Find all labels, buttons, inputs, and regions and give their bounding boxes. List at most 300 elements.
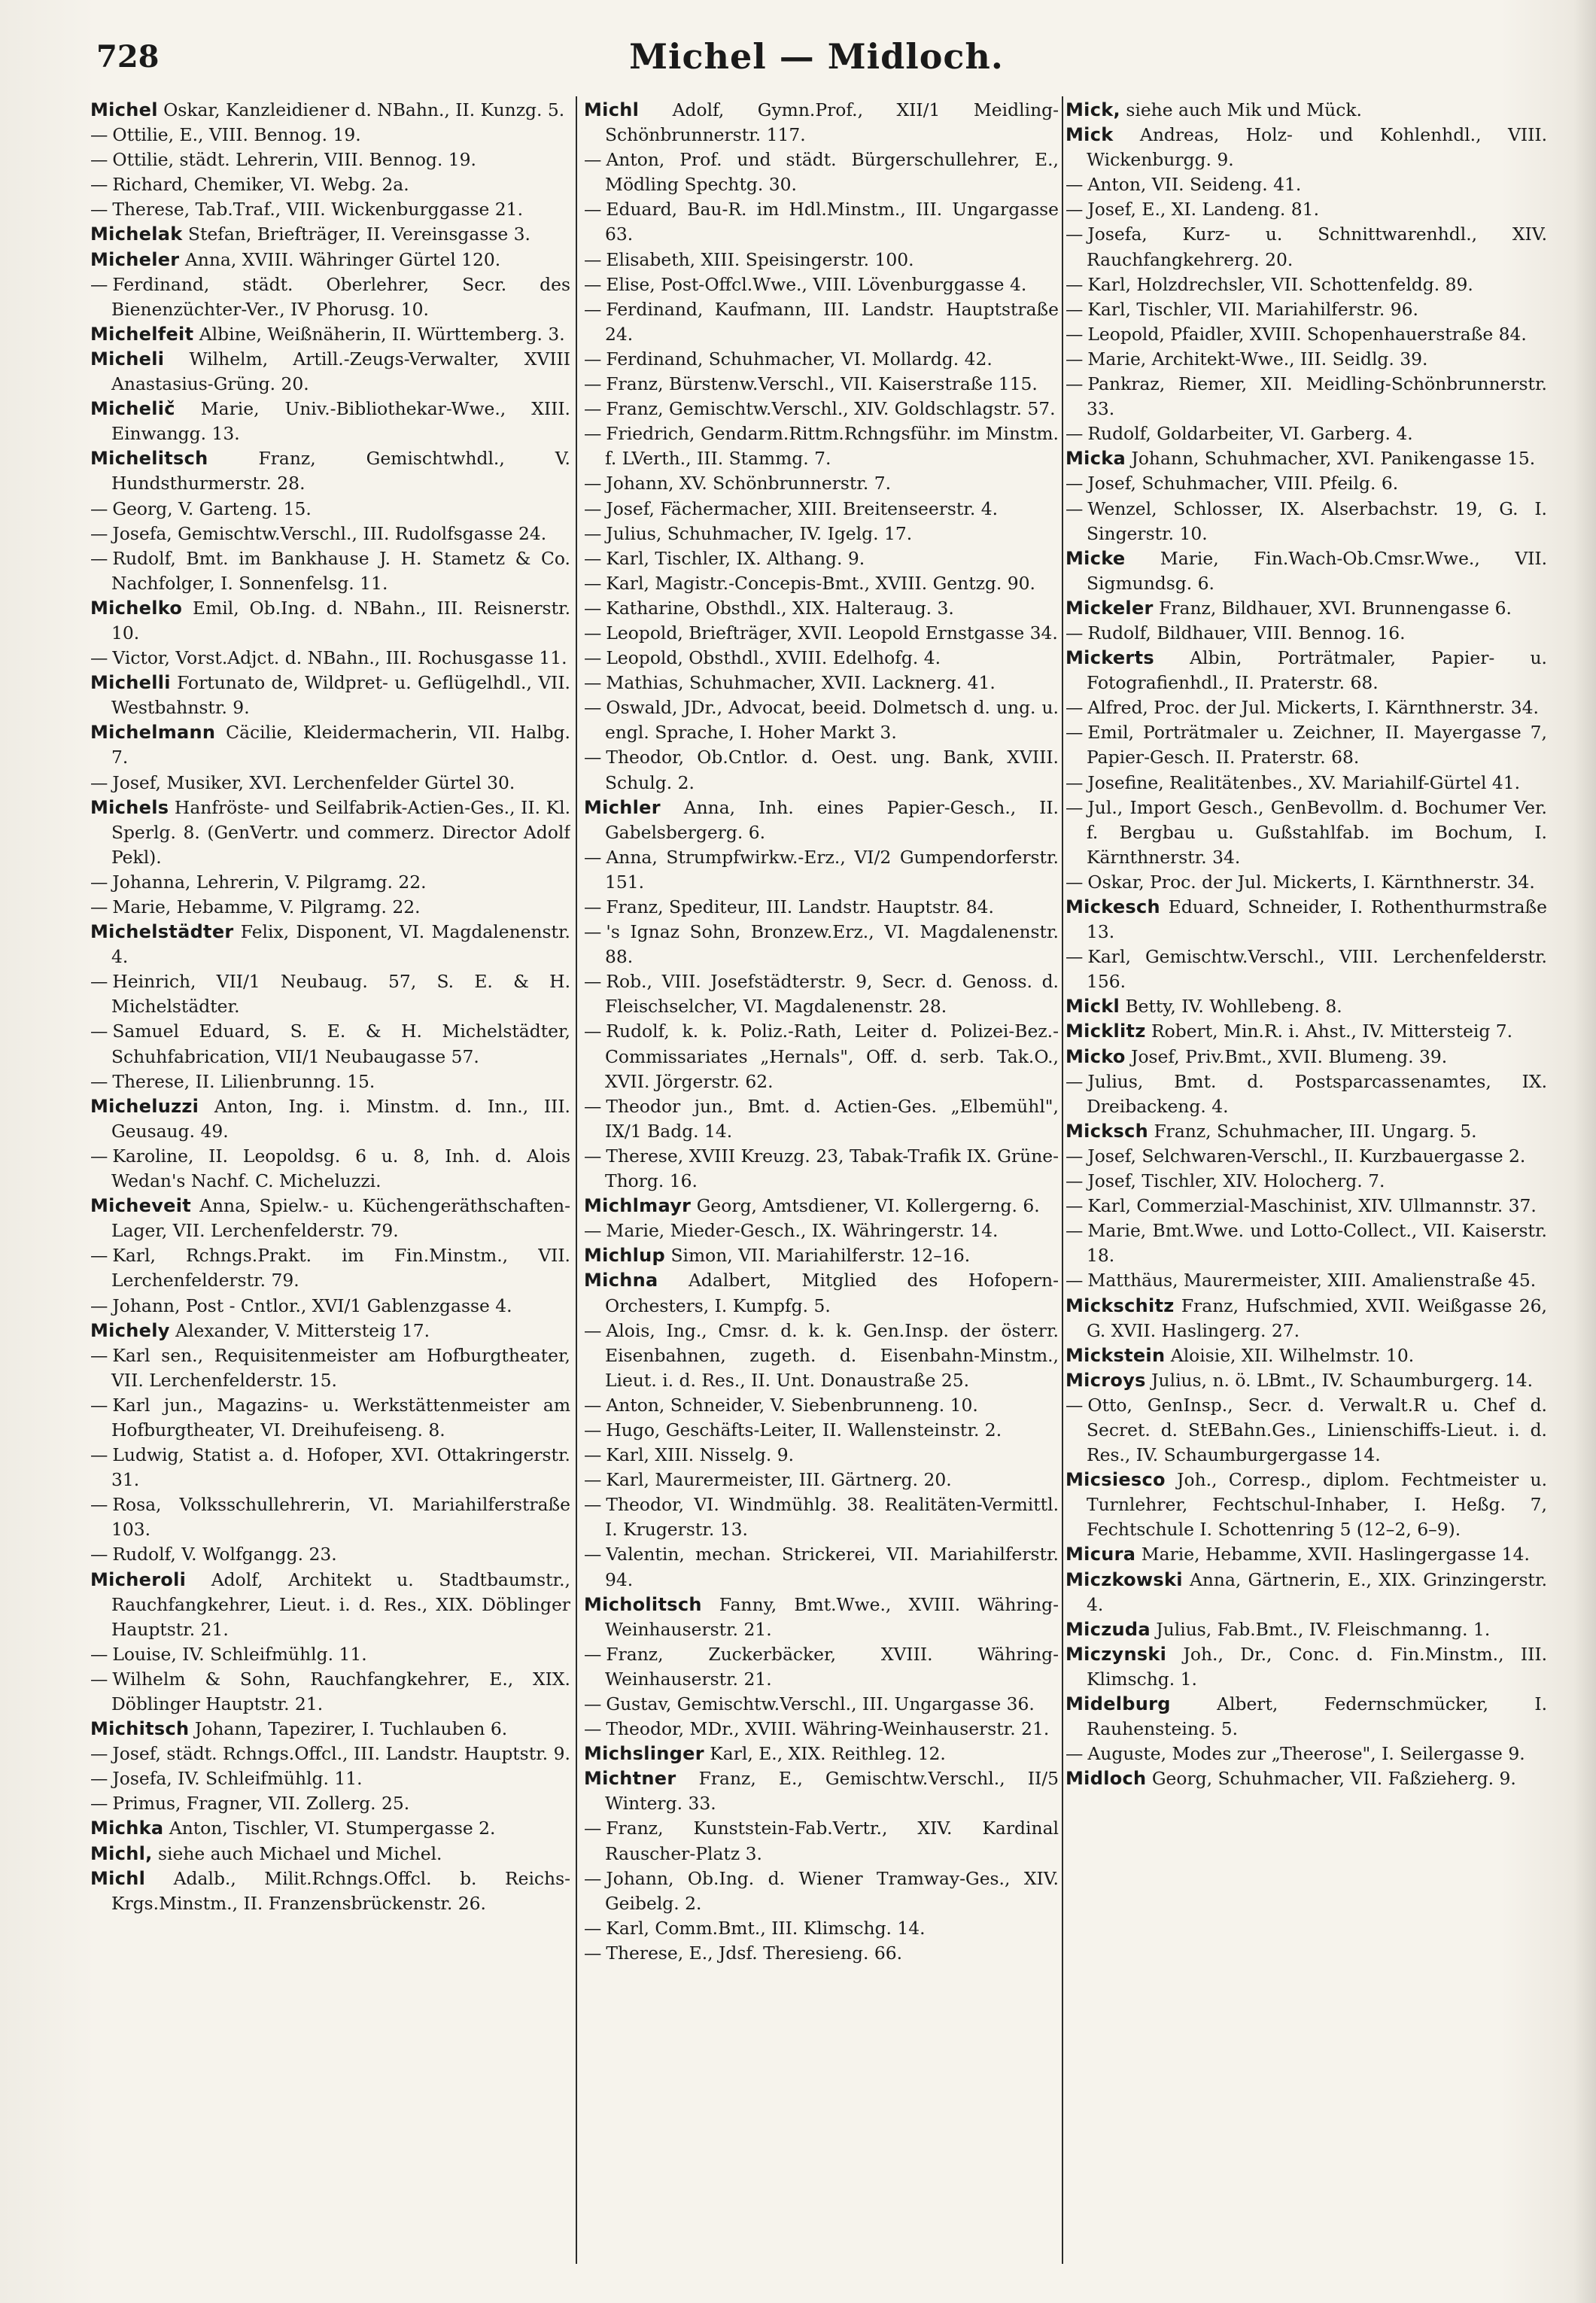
- entry-surname: Micheli: [90, 348, 165, 370]
- directory-entry: [90, 446, 570, 496]
- directory-entry: [584, 1194, 1059, 1218]
- entry-dash: —: [584, 1419, 602, 1441]
- entry-text: Alexander, V. Mittersteig 17.: [175, 1319, 430, 1341]
- entry-text: Josef, Fächermacher, XIII. Breitenseerstr. 4.: [606, 497, 999, 519]
- directory-entry: [90, 1717, 570, 1742]
- entry-dash: —: [584, 1942, 602, 1964]
- directory-entry: [1066, 1294, 1547, 1343]
- entry-dash: —: [584, 1319, 602, 1341]
- entry-dash: —: [90, 1643, 108, 1665]
- entry-text: siehe auch Michael und Michel.: [158, 1842, 442, 1864]
- directory-entry: [90, 1667, 570, 1717]
- entry-text: Ferdinand, Kaufmann, III. Landstr. Hauptstraße 24.: [605, 298, 1059, 345]
- entry-text: Ottilie, städt. Lehrerin, VIII. Bennog. 19.: [112, 149, 476, 171]
- directory-entry: [90, 197, 570, 222]
- directory-entry: [584, 471, 1059, 496]
- entry-dash: —: [1066, 174, 1084, 196]
- entry-text: Richard, Chemiker, VI. Webg. 2a.: [112, 174, 409, 196]
- entry-text: Fanny, Bmt.Wwe., XVIII. Währing-Weinhauserstr. 21.: [605, 1593, 1059, 1640]
- directory-entry: [1066, 1368, 1547, 1393]
- entry-text: Karl, Magistr.-Concepis-Bmt., XVIII. Gentzg. 90.: [606, 572, 1035, 594]
- entry-dash: —: [90, 1070, 108, 1092]
- entry-text: Louise, IV. Schleifmühlg. 11.: [112, 1643, 367, 1665]
- entry-text: Anton, Tischler, VI. Stumpergasse 2.: [169, 1818, 496, 1839]
- directory-entry: [1066, 1642, 1547, 1692]
- entry-dash: —: [584, 348, 602, 370]
- directory-entry: [90, 1816, 570, 1841]
- directory-entry: [1066, 372, 1547, 421]
- entry-text: Rudolf, Goldarbeiter, VI. Garberg. 4.: [1087, 423, 1413, 445]
- entry-dash: —: [90, 1494, 108, 1516]
- entry-dash: —: [90, 547, 108, 569]
- entry-surname: Mickl: [1066, 996, 1120, 1018]
- entry-surname: Michlup: [584, 1245, 666, 1267]
- directory-entry: [1066, 297, 1547, 322]
- entry-surname: Michl: [584, 99, 640, 120]
- entry-text: Marie, Mieder-Gesch., IX. Währingerstr. 14.: [606, 1220, 999, 1242]
- entry-text: Josefine, Realitätenbes., XV. Mariahilf-Gürtel 41.: [1087, 771, 1521, 793]
- page-number: 728: [96, 39, 160, 75]
- entry-text: Therese, E., Jdsf. Theresieng. 66.: [606, 1942, 903, 1964]
- entry-text: Franz, Zuckerbäcker, XVIII. Währing-Weinhauserstr. 21.: [605, 1643, 1059, 1690]
- entry-surname: Michelstädter: [90, 921, 234, 943]
- directory-entry: [90, 98, 570, 123]
- directory-entry: [90, 1094, 570, 1144]
- entry-dash: —: [584, 1394, 602, 1416]
- entry-text: Karl, Maurermeister, III. Gärtnerg. 20.: [606, 1469, 952, 1491]
- entry-text: Wilhelm & Sohn, Rauchfangkehrer, E., XIX. Döblinger Hauptstr. 21.: [111, 1668, 570, 1714]
- directory-entry: [1066, 98, 1547, 123]
- directory-entry: [584, 969, 1059, 1019]
- entry-surname: Miczuda: [1066, 1618, 1151, 1640]
- entry-text: Betty, IV. Wohllebeng. 8.: [1125, 996, 1342, 1018]
- entry-dash: —: [584, 1643, 602, 1665]
- entry-dash: —: [584, 1469, 602, 1491]
- directory-entry: [90, 397, 570, 446]
- directory-entry: [90, 1742, 570, 1766]
- entry-text: Oskar, Kanzleidiener d. NBahn., II. Kunzg. 5.: [163, 99, 565, 120]
- entry-dash: —: [1066, 298, 1084, 320]
- directory-entry: [584, 1144, 1059, 1194]
- entry-text: Anna, Gärtnerin, E., XIX. Grinzingerstr. 4.: [1087, 1568, 1547, 1615]
- entry-surname: Michelmann: [90, 722, 216, 744]
- entry-surname: Michelko: [90, 597, 183, 619]
- entry-text: Adolf, Gymn.Prof., XII/1 Meidling-Schönbrunnerstr. 117.: [605, 99, 1059, 146]
- entry-dash: —: [584, 672, 602, 694]
- entry-text: Marie, Hebamme, XVII. Haslingergasse 14.: [1141, 1544, 1530, 1565]
- entry-dash: —: [584, 522, 602, 544]
- entry-dash: —: [1066, 473, 1084, 494]
- entry-text: Franz, Bildhauer, XVI. Brunnengasse 6.: [1159, 597, 1512, 619]
- entry-surname: Michelli: [90, 672, 171, 694]
- entry-surname: Mick: [1066, 124, 1114, 146]
- directory-entry: [90, 870, 570, 895]
- directory-entry: [584, 546, 1059, 571]
- directory-entry: [1066, 870, 1547, 895]
- entry-text: Ludwig, Statist a. d. Hofoper, XVI. Ottakringerstr. 31.: [111, 1444, 570, 1491]
- entry-text: Elisabeth, XIII. Speisingerstr. 100.: [606, 248, 914, 270]
- directory-entry: [584, 796, 1059, 845]
- entry-text: Albert, Federnschmücker, I. Rauhensteing. 5.: [1087, 1693, 1547, 1740]
- entry-text: Oskar, Proc. der Jul. Mickerts, I. Kärnthnerstr. 34.: [1087, 871, 1535, 893]
- directory-entry: [90, 272, 570, 322]
- directory-entry: [1066, 123, 1547, 172]
- page-edge-shadow: [1573, 0, 1596, 2303]
- directory-entry: [90, 322, 570, 347]
- directory-entry: [1066, 1268, 1547, 1293]
- entry-text: Felix, Disponent, VI. Magdalenenstr. 4.: [111, 921, 570, 968]
- directory-entry: [90, 1842, 570, 1866]
- entry-dash: —: [90, 199, 108, 221]
- entry-text: Josef, Schuhmacher, VIII. Pfeilg. 6.: [1087, 473, 1399, 494]
- entry-dash: —: [90, 771, 108, 793]
- directory-entry: [90, 347, 570, 397]
- directory-entry: [90, 497, 570, 522]
- directory-entry: [584, 920, 1059, 969]
- directory-entry: [584, 1742, 1059, 1766]
- directory-entry: [1066, 1468, 1547, 1542]
- entry-text: Theodor, VI. Windmühlg. 38. Realitäten-Vermittl. I. Krugerstr. 13.: [605, 1494, 1059, 1541]
- directory-entry: [90, 1393, 570, 1443]
- entry-dash: —: [584, 921, 602, 943]
- entry-text: Primus, Fragner, VII. Zollerg. 25.: [112, 1793, 410, 1815]
- directory-entry: [584, 845, 1059, 895]
- entry-dash: —: [1066, 273, 1084, 295]
- directory-entry: [90, 148, 570, 172]
- entry-text: Rob., VIII. Josefstädterstr. 9, Secr. d. Genoss. d. Fleischselcher, VI. Magdalenenstr. 28.: [605, 971, 1059, 1018]
- entry-surname: Michka: [90, 1818, 164, 1839]
- entry-dash: —: [1066, 373, 1084, 395]
- entry-text: Leopold, Pfaidler, XVIII. Schopenhauerstraße 84.: [1087, 323, 1527, 345]
- entry-text: Otto, GenInsp., Secr. d. Verwalt.R u. Chef d. Secret. d. StEBahn.Ges., Linienschiffs-Lieut. i. d. Res., IV. Schaumburgergasse 14.: [1087, 1394, 1547, 1466]
- entry-text: siehe auch Mik und Mück.: [1126, 99, 1362, 120]
- entry-text: Heinrich, VII/1 Neubaug. 57, S. E. & H. Michelstädter.: [111, 971, 570, 1018]
- entry-dash: —: [1066, 1394, 1084, 1416]
- entry-surname: Michtner: [584, 1768, 676, 1790]
- entry-text: Josef, Selchwaren-Verschl., II. Kurzbauergasse 2.: [1087, 1145, 1526, 1167]
- entry-dash: —: [584, 1220, 602, 1242]
- entry-text: Julius, n. ö. LBmt., IV. Schaumburgerg. 14.: [1151, 1369, 1534, 1391]
- entry-dash: —: [90, 1021, 108, 1042]
- directory-entry: [1066, 1742, 1547, 1766]
- entry-dash: —: [584, 497, 602, 519]
- directory-entry: [584, 571, 1059, 596]
- directory-entry: [90, 1243, 570, 1293]
- entry-text: Andreas, Holz- und Kohlenhdl., VIII. Wickenburgg. 9.: [1087, 124, 1547, 171]
- column-divider: [1062, 96, 1063, 2264]
- entry-text: Karl sen., Requisitenmeister am Hofburgtheater, VII. Lerchenfelderstr. 15.: [111, 1344, 570, 1391]
- directory-entry: [1066, 197, 1547, 222]
- entry-dash: —: [584, 1095, 602, 1117]
- directory-entry: [584, 421, 1059, 471]
- page-header: [90, 29, 1543, 89]
- column-2: [584, 98, 1059, 2280]
- directory-entry: [1066, 421, 1547, 446]
- directory-entry: [584, 1268, 1059, 1318]
- entry-text: Emil, Ob.Ing. d. NBahn., III. Reisnerstr. 10.: [111, 597, 570, 643]
- entry-dash: —: [90, 1344, 108, 1366]
- directory-entry: [1066, 1343, 1547, 1368]
- entry-dash: —: [584, 473, 602, 494]
- directory-entry: [1066, 1194, 1547, 1218]
- directory-entry: [90, 522, 570, 546]
- entry-surname: Micura: [1066, 1544, 1136, 1565]
- entry-surname: Micsiesco: [1066, 1469, 1166, 1491]
- entry-dash: —: [1066, 697, 1084, 719]
- directory-entry: [90, 1019, 570, 1069]
- entry-dash: —: [1066, 1270, 1084, 1291]
- entry-text: Josefa, IV. Schleifmühlg. 11.: [112, 1768, 363, 1790]
- directory-entry: [1066, 994, 1547, 1019]
- entry-dash: —: [90, 124, 108, 146]
- directory-entry: [584, 1019, 1059, 1094]
- entry-text: Karoline, II. Leopoldsg. 6 u. 8, Inh. d. Alois Wedan's Nachf. C. Micheluzzi.: [111, 1145, 570, 1192]
- directory-entry: [584, 1218, 1059, 1243]
- entry-text: Wilhelm, Artill.-Zeugs-Verwalter, XVIII Anastasius-Grüng. 20.: [111, 348, 570, 395]
- directory-entry: [584, 895, 1059, 920]
- directory-entry: [90, 1568, 570, 1642]
- entry-text: Albin, Porträtmaler, Papier- u. Fotografienhdl., II. Praterstr. 68.: [1087, 647, 1547, 694]
- entry-dash: —: [584, 1494, 602, 1516]
- entry-text: Johanna, Lehrerin, V. Pilgramg. 22.: [112, 871, 427, 893]
- directory-entry: [1066, 945, 1547, 994]
- entry-dash: —: [90, 1768, 108, 1790]
- directory-entry: [1066, 1069, 1547, 1119]
- directory-entry: [584, 1418, 1059, 1443]
- entry-text: Emil, Porträtmaler u. Zeichner, II. Mayergasse 7, Papier-Gesch. II. Praterstr. 68.: [1087, 722, 1547, 768]
- directory-entry: [90, 1642, 570, 1667]
- entry-text: 's Ignaz Sohn, Bronzew.Erz., VI. Magdalenenstr. 88.: [605, 921, 1059, 968]
- directory-entry: [584, 1941, 1059, 1966]
- directory-entry: [584, 1443, 1059, 1468]
- entry-text: Josefa, Gemischtw.Verschl., III. Rudolfsgasse 24.: [112, 522, 547, 544]
- entry-surname: Michslinger: [584, 1743, 704, 1765]
- entry-text: Robert, Min.R. i. Ahst., IV. Mittersteig 7.: [1151, 1021, 1513, 1042]
- entry-dash: —: [584, 248, 602, 270]
- directory-entry: [584, 1393, 1059, 1418]
- entry-dash: —: [584, 547, 602, 569]
- entry-text: Albine, Weißnäherin, II. Württemberg. 3.: [199, 323, 565, 345]
- entry-text: Josef, Priv.Bmt., XVII. Blumeng. 39.: [1131, 1045, 1448, 1067]
- entry-text: Georg, V. Garteng. 15.: [112, 497, 312, 519]
- entry-dash: —: [584, 896, 602, 917]
- column-1: [90, 98, 570, 2280]
- entry-text: Joh., Dr., Conc. d. Fin.Minstm., III. Klimschg. 1.: [1087, 1643, 1547, 1690]
- entry-dash: —: [1066, 1195, 1084, 1217]
- directory-entry: [90, 172, 570, 197]
- entry-text: Marie, Architekt-Wwe., III. Seidlg. 39.: [1087, 348, 1428, 370]
- entry-dash: —: [1066, 1070, 1084, 1092]
- entry-surname: Mickschitz: [1066, 1294, 1175, 1316]
- directory-entry: [584, 522, 1059, 546]
- entry-dash: —: [1066, 796, 1084, 818]
- entry-text: Katharine, Obsthdl., XIX. Halteraug. 3.: [606, 597, 954, 619]
- directory-entry: [584, 1593, 1059, 1642]
- entry-dash: —: [584, 846, 602, 868]
- entry-text: Eduard, Schneider, I. Rothenthurmstraße 13.: [1087, 896, 1547, 943]
- entry-surname: Micksch: [1066, 1120, 1148, 1142]
- directory-entry: [584, 1766, 1059, 1816]
- entry-surname: Mickesch: [1066, 896, 1160, 917]
- entry-dash: —: [584, 273, 602, 295]
- entry-text: Josef, Musiker, XVI. Lerchenfelder Gürtel 30.: [112, 771, 515, 793]
- entry-text: Anna, Strumpfwirkw.-Erz., VI/2 Gumpendorferstr. 151.: [605, 846, 1059, 893]
- entry-text: Stefan, Briefträger, II. Vereinsgasse 3.: [187, 224, 530, 245]
- directory-entry: [1066, 895, 1547, 945]
- entry-dash: —: [90, 1145, 108, 1167]
- entry-surname: Michl: [90, 1867, 146, 1889]
- entry-text: Hanfröste- und Seilfabrik-Actien-Ges., II. Kl. Sperlg. 8. (GenVertr. und commerz. Director Adolf Pekl).: [111, 796, 570, 868]
- entry-text: Eduard, Bau-R. im Hdl.Minstm., III. Ungargasse 63.: [605, 199, 1059, 245]
- entry-text: Alfred, Proc. der Jul. Mickerts, I. Kärnthnerstr. 34.: [1087, 697, 1539, 719]
- entry-surname: Mickerts: [1066, 647, 1154, 669]
- directory-entry: [584, 1692, 1059, 1717]
- entry-dash: —: [90, 896, 108, 917]
- entry-surname: Michelak: [90, 224, 183, 245]
- entry-text: Anna, XVIII. Währinger Gürtel 120.: [184, 248, 501, 270]
- directory-entry: [584, 1916, 1059, 1941]
- entry-surname: Micko: [1066, 1045, 1126, 1067]
- directory-entry: [90, 969, 570, 1019]
- directory-entry: [1066, 322, 1547, 347]
- entry-text: Julius, Bmt. d. Postsparcassenamtes, IX. Dreibackeng. 4.: [1087, 1070, 1547, 1117]
- entry-text: Cäcilie, Kleidermacherin, VII. Halbg. 7.: [111, 722, 570, 768]
- entry-text: Valentin, mechan. Strickerei, VII. Mariahilferstr. 94.: [605, 1544, 1059, 1590]
- entry-text: Alois, Ing., Cmsr. d. k. k. Gen.Insp. der österr. Eisenbahnen, zugeth. d. Eisenbahn-Minstm., Lieut. i. d. Res., II. Unt. Donaustraße 25.: [605, 1319, 1059, 1391]
- entry-text: Ferdinand, städt. Oberlehrer, Secr. des Bienenzüchter-Ver., IV Phorusg. 10.: [111, 273, 570, 320]
- entry-dash: —: [1066, 771, 1084, 793]
- directory-entry: [90, 1343, 570, 1393]
- entry-text: Johann, Tapezirer, I. Tuchlauben 6.: [194, 1718, 508, 1740]
- directory-entry: [1066, 1218, 1547, 1268]
- entry-dash: —: [1066, 871, 1084, 893]
- entry-text: Rudolf, V. Wolfgangg. 23.: [112, 1544, 337, 1565]
- entry-text: Franz, Gemischtw.Verschl., XIV. Goldschlagstr. 57.: [606, 398, 1056, 420]
- directory-entry: [90, 1294, 570, 1319]
- directory-entry: [1066, 1542, 1547, 1567]
- entry-text: Johann, XV. Schönbrunnerstr. 7.: [606, 473, 892, 494]
- entry-text: Anton, Prof. und städt. Bürgerschullehrer, E., Mödling Spechtg. 30.: [605, 149, 1059, 196]
- directory-entry: [1066, 720, 1547, 770]
- entry-dash: —: [1066, 1743, 1084, 1765]
- entry-text: Aloisie, XII. Wilhelmstr. 10.: [1170, 1344, 1415, 1366]
- entry-surname: Michna: [584, 1270, 658, 1291]
- entry-surname: Michely: [90, 1319, 170, 1341]
- directory-entry: [584, 1717, 1059, 1742]
- entry-text: Josefa, Kurz- u. Schnittwarenhdl., XIV. Rauchfangkehrerg. 20.: [1087, 224, 1547, 270]
- directory-entry: [584, 695, 1059, 745]
- entry-text: Rosa, Volksschullehrerin, VI. Mariahilferstraße 103.: [111, 1494, 570, 1541]
- directory-entry: [584, 1468, 1059, 1492]
- entry-surname: Michelitsch: [90, 448, 208, 470]
- entry-dash: —: [90, 1668, 108, 1690]
- directory-entry: [584, 297, 1059, 347]
- running-head: Michel — Midloch.: [629, 36, 1004, 77]
- directory-entry: [1066, 222, 1547, 272]
- entry-dash: —: [90, 1245, 108, 1267]
- entry-text: Friedrich, Gendarm.Rittm.Rchngsführ. im Minstm. f. LVerth., III. Stammg. 7.: [605, 423, 1059, 470]
- entry-text: Victor, Vorst.Adjct. d. NBahn., III. Rochusgasse 11.: [112, 647, 567, 669]
- entry-surname: Miczynski: [1066, 1643, 1167, 1665]
- entry-text: Auguste, Modes zur „Theerose", I. Seilergasse 9.: [1087, 1743, 1525, 1765]
- entry-surname: Micheler: [90, 248, 180, 270]
- directory-entry: [1066, 1045, 1547, 1069]
- directory-entry: [90, 1443, 570, 1492]
- entry-dash: —: [90, 647, 108, 669]
- entry-dash: —: [1066, 946, 1084, 968]
- entry-dash: —: [1066, 622, 1084, 643]
- directory-entry: [584, 1243, 1059, 1268]
- entry-text: Franz, Bürstenw.Verschl., VII. Kaiserstraße 115.: [606, 373, 1038, 395]
- entry-surname: Micklitz: [1066, 1021, 1146, 1042]
- entry-dash: —: [1066, 199, 1084, 221]
- directory-entry: [90, 123, 570, 148]
- entry-surname: Midelburg: [1066, 1693, 1171, 1714]
- directory-entry: [1066, 695, 1547, 720]
- entry-surname: Micheveit: [90, 1195, 192, 1217]
- directory-entry: [90, 1542, 570, 1567]
- directory-entry: [1066, 172, 1547, 197]
- entry-dash: —: [584, 572, 602, 594]
- directory-entry: [1066, 1692, 1547, 1742]
- directory-entry: [584, 621, 1059, 646]
- entry-text: Julius, Schuhmacher, IV. Igelg. 17.: [606, 522, 913, 544]
- directory-entry: [1066, 1393, 1547, 1468]
- directory-entry: [1066, 546, 1547, 596]
- entry-dash: —: [584, 1145, 602, 1167]
- directory-entry: [90, 1492, 570, 1542]
- entry-dash: —: [584, 747, 602, 768]
- entry-text: Karl, Commerzial-Maschinist, XIV. Ullmannstr. 37.: [1087, 1195, 1537, 1217]
- entry-dash: —: [584, 1693, 602, 1714]
- directory-entry: [1066, 1766, 1547, 1791]
- entry-text: Theodor, Ob.Cntlor. d. Oest. ung. Bank, XVIII. Schulg. 2.: [605, 747, 1059, 793]
- directory-entry: [584, 372, 1059, 397]
- entry-text: Karl, Holzdrechsler, VII. Schottenfeldg. 89.: [1087, 273, 1473, 295]
- entry-text: Georg, Amtsdiener, VI. Kollergerng. 6.: [696, 1195, 1040, 1217]
- directory-entry: [1066, 471, 1547, 496]
- directory-entry: [1066, 1144, 1547, 1169]
- entry-text: Jul., Import Gesch., GenBevollm. d. Bochumer Ver. f. Bergbau u. Gußstahlfab. im Bochum, I. Kärnthnerstr. 34.: [1087, 796, 1547, 868]
- entry-text: Rudolf, Bildhauer, VIII. Bennog. 16.: [1087, 622, 1406, 643]
- entry-dash: —: [90, 1743, 108, 1765]
- entry-dash: —: [90, 1793, 108, 1815]
- entry-text: Josef, E., XI. Landeng. 81.: [1087, 199, 1319, 221]
- directory-entry: [584, 397, 1059, 421]
- entry-text: Karl, Tischler, VII. Mariahilferstr. 96.: [1087, 298, 1418, 320]
- entry-dash: —: [584, 622, 602, 643]
- entry-text: Matthäus, Maurermeister, XIII. Amalienstraße 45.: [1087, 1270, 1537, 1291]
- directory-entry: [90, 895, 570, 920]
- entry-text: Therese, XVIII Kreuzg. 23, Tabak-Trafik IX. Grüne-Thorg. 16.: [605, 1145, 1059, 1192]
- entry-text: Karl jun., Magazins- u. Werkstättenmeister am Hofburgtheater, VI. Dreihufeiseng. 8.: [111, 1394, 570, 1441]
- entry-text: Ottilie, E., VIII. Bennog. 19.: [112, 124, 361, 146]
- directory-entry: [584, 1094, 1059, 1144]
- entry-dash: —: [90, 174, 108, 196]
- directory-entry: [90, 1144, 570, 1194]
- entry-text: Mathias, Schuhmacher, XVII. Lacknerg. 41.: [606, 672, 996, 694]
- directory-entry: [584, 98, 1059, 148]
- entry-text: Therese, Tab.Traf., VIII. Wickenburggasse 21.: [112, 199, 524, 221]
- entry-text: Anton, Schneider, V. Siebenbrunneng. 10.: [606, 1394, 978, 1416]
- directory-entry: [1066, 1119, 1547, 1144]
- directory-entry: [90, 1766, 570, 1791]
- entry-dash: —: [584, 199, 602, 221]
- entry-surname: Micheroli: [90, 1568, 187, 1590]
- entry-dash: —: [1066, 348, 1084, 370]
- directory-entry: [1066, 446, 1547, 471]
- entry-dash: —: [584, 647, 602, 669]
